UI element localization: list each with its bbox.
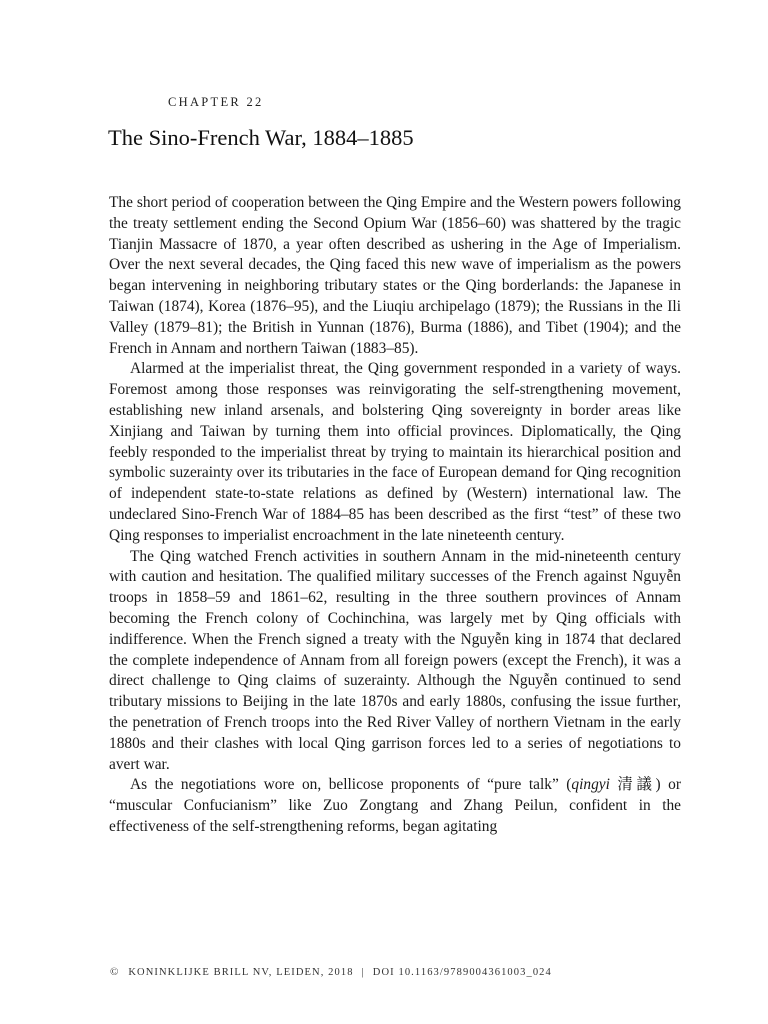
italic-term: qingyi — [571, 776, 610, 794]
chapter-title: The Sino-French War, 1884–1885 — [108, 125, 414, 150]
paragraph-4-text-end: 清議) or “muscular Confucianism” like Zuo Zongtang and Zhang Peilun, confident in the effectiveness of the self-strengthening reforms, began agitating — [109, 776, 681, 835]
doi-line[interactable]: DOI 10.1163/9789004361003_024 — [372, 967, 552, 978]
publisher-line: KONINKLIJKE BRILL NV, LEIDEN, 2018 — [128, 967, 354, 978]
paragraph-3: The Qing watched French activities in southern Annam in the mid-nineteenth century with caution and hesitation. The qualified military successes of the French against Nguyễn troops in 1858–59 and 1861–62, resulting in the three southern provinces of Annam becoming the French colony of Cochinchina, was largely met by Qing officials with indifference. When the French signed a treaty with the Nguyễn king in 1874 that declared the complete independence of Annam from all foreign powers (except the French), it was a direct challenge to Qing claims of suzerainty. Although the Nguyễn continued to send tributary missions to Beijing in the late 1870s and early 1880s, confusing the issue further, the penetration of French troops into the Red River Valley of northern Vietnam in the early 1880s and their clashes with local Qing garrison forces led to a series of negotiations to avert war. — [109, 547, 681, 773]
page-footer — [110, 966, 552, 978]
copyright-symbol: © — [110, 966, 119, 978]
chapter-number: CHAPTER 22 — [168, 95, 264, 109]
paragraph-1: The short period of cooperation between the Qing Empire and the Western powers following the treaty settlement ending the Second Opium War (1856–60) was shattered by the tragic Tianjin Massacre of 1870, a year often described as ushering in the Age of Imperialism. Over the next several decades, the Qing faced this new wave of imperialism as the powers began intervening in neighboring tributary states or the Qing borderlands: the Japanese in Taiwan (1874), Korea (1876–95), and the Liuqiu archipelago (1879); the Russians in the Ili Valley (1879–81); the British in Yunnan (1876), Burma (1886), and Tibet (1904); and the French in Annam and northern Taiwan (1883–85). — [109, 194, 681, 357]
chapter-body — [109, 193, 681, 838]
footer-separator: | — [361, 967, 365, 978]
paragraph-4 — [109, 775, 681, 837]
paragraph-4-text-start: As the negotiations wore on, bellicose proponents of “pure talk” ( — [130, 776, 572, 794]
paragraph-2: Alarmed at the imperialist threat, the Qing government responded in a variety of ways. Foremost among those responses was reinvigorating the self-strengthening movement, establishing new inland arsenals, and bolstering Qing sovereignty in border areas like Xinjiang and Taiwan by turning them into official provinces. Diplomatically, the Qing feebly responded to the imperialist threat by trying to maintain its hierarchical position and symbolic suzerainty over its tributaries in the face of European demand for Qing recognition of independent state-to-state relations as defined by (Western) international law. The undeclared Sino-French War of 1884–85 has been described as the first “test” of these two Qing responses to imperialist encroachment in the late nineteenth century. — [109, 360, 681, 544]
